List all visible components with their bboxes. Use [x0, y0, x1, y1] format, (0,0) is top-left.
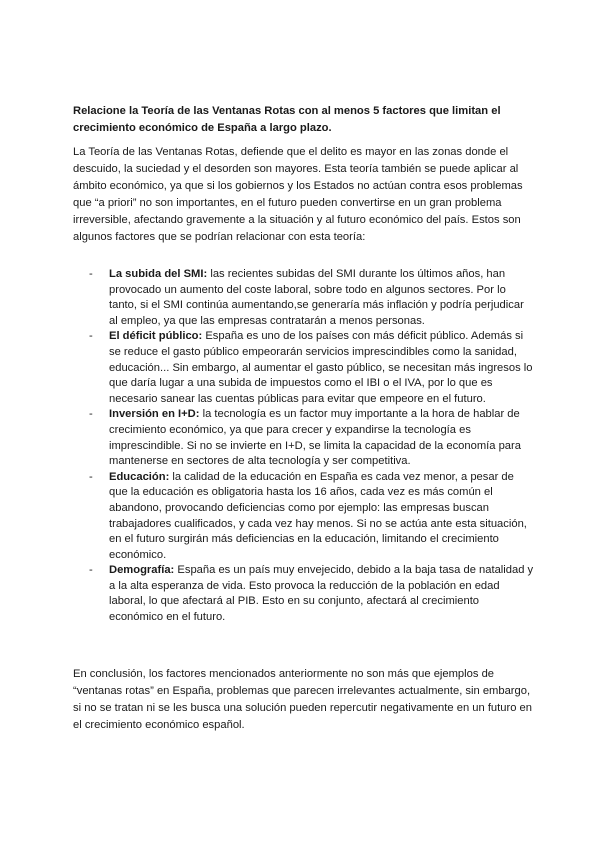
- list-bullet: -: [89, 470, 93, 483]
- list-item: [73, 329, 535, 407]
- factor-text: la tecnología es un factor muy importante a la hora de hablar de crecimiento económico, ya que para crecer y expandirse la tecnología es imprescindible. Si no se invierte en I+D, se limita la capacidad de la economía para mantenerse en sectores de alta tecnología y ser competitiva.: [109, 408, 521, 468]
- factor-text: España es un país muy envejecido, debido a la baja tasa de natalidad y a la alta esperanza de vida. Esto provoca la reducción de la población en edad laboral, lo que afectará al PIB. Esto en su conjunto, afectará al crecimiento económico en el futuro.: [109, 564, 534, 624]
- conclusion-paragraph: En conclusión, los factores mencionados anteriormente no son más que ejemplos de “ventanas rotas” en España, problemas que parecen irrelevantes actualmente, sin embargo, si no se tratan ni se les busca una solución pueden repercutir negativamente en un futuro en el crecimiento económico español.: [73, 667, 532, 731]
- list-bullet: -: [89, 330, 93, 343]
- factor-heading: Inversión en I+D:: [109, 408, 200, 421]
- document-title: Relacione la Teoría de las Ventanas Rotas con al menos 5 factores que limitan el crecimiento económico de España a largo plazo.: [73, 105, 501, 134]
- factor-heading: Demografía:: [109, 564, 175, 577]
- factor-heading: El déficit público:: [109, 330, 203, 343]
- factor-text: España es uno de los países con más déficit público. Además si se reduce el gasto público empeorarán servicios imprescindibles como la sanidad, educación... Sin embargo, al aumentar el gasto público, se necesitan más ingresos lo que daría lugar a una subida de impuestos como el IBI o el IVA, por lo que es necesario sanear las cuentas públicas para evitar que empeore en el futuro.: [109, 330, 533, 405]
- factor-heading: La subida del SMI:: [109, 268, 208, 280]
- factor-text: la calidad de la educación en España es cada vez menor, a pesar de que la educación es obligatoria hasta los 16 años, cada vez es más común el abandono, provocando deficiencias como por ejemplo: las empresas buscan trabajadores cualificados, y cada vez hay menos. Si no se actúa ante esta situación, en el futuro surgirán más deficiencias en la educación, limitando el crecimiento económico.: [109, 470, 527, 561]
- list-bullet: -: [89, 408, 93, 421]
- document-page: [73, 103, 535, 734]
- list-item: [73, 563, 535, 625]
- list-item: [73, 407, 535, 469]
- list-bullet: -: [89, 268, 93, 280]
- list-item: [73, 267, 535, 329]
- list-item: [73, 470, 535, 564]
- intro-paragraph: La Teoría de las Ventanas Rotas, defiende que el delito es mayor en las zonas donde el descuido, la suciedad y el desorden son mayores. Esta teoría también se puede aplicar al ámbito económico, ya que si los gobiernos y los Estados no actúan contra esos problemas que “a priori” no son importantes, en el futuro pueden convertirse en un gran problema irreversible, afectando gravemente a la situación y al futuro económico del país. Estos son algunos factores que se podrían relacionar con esta teoría:: [73, 146, 523, 243]
- list-bullet: -: [89, 564, 93, 577]
- factor-heading: Educación:: [109, 470, 170, 483]
- factor-text: las recientes subidas del SMI durante los últimos años, han provocado un aumento del coste laboral, sobre todo en algunos sectores. Por lo tanto, si el SMI continúa aumentando,se generaría más inflación y podría perjudicar al empleo, ya que las empresas contratarán a menos personas.: [109, 268, 524, 327]
- factors-list: [73, 267, 535, 626]
